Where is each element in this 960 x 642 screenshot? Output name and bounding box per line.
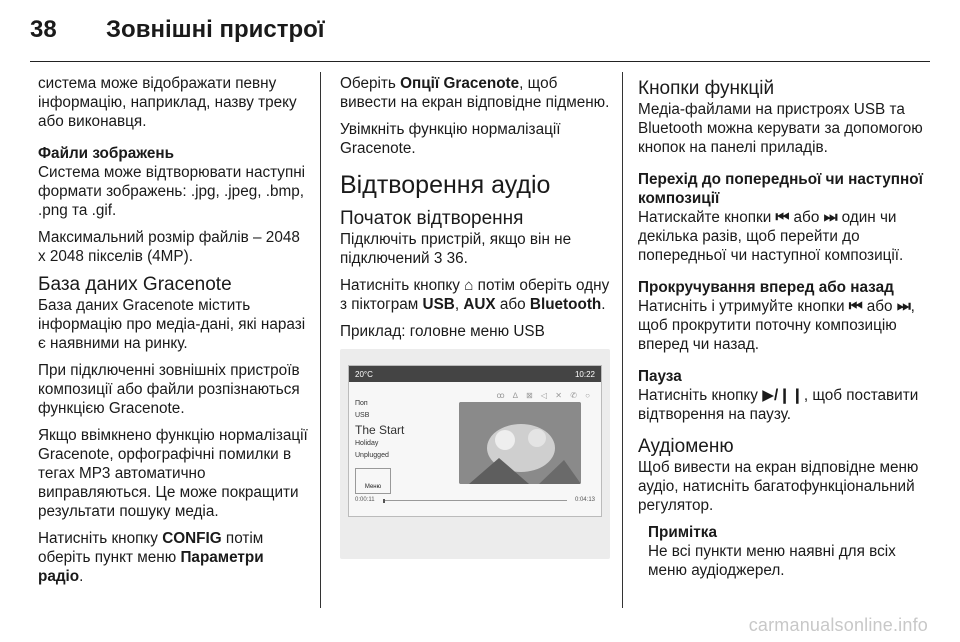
- progress-indicator: [383, 499, 385, 503]
- screen-status-bar: [349, 366, 601, 382]
- track-info: [355, 398, 404, 462]
- column-1: [38, 74, 310, 594]
- prev-track-icon: ⏮: [848, 298, 863, 315]
- paragraph: Увімкніть функцію нормалізації Gracenote.: [340, 121, 561, 157]
- text: або: [495, 296, 530, 313]
- home-icon: ⌂: [464, 277, 474, 294]
- text: один чи декілька разів, щоб перейти до попередньої чи наступної композиції.: [638, 209, 904, 264]
- column-2: [340, 74, 612, 559]
- next-track-icon: ⏭: [896, 298, 911, 315]
- paragraph: База даних Gracenote містить інформацію про медіа-дані, які наразі є наявними на ринку.: [38, 297, 306, 352]
- section-heading-images: Файли зображень: [38, 145, 174, 162]
- text: , щоб поставити відтворення на паузу.: [638, 387, 919, 423]
- total-time: 0:04:13: [574, 497, 595, 503]
- album-label: Holiday: [355, 440, 379, 447]
- paragraph: [638, 208, 923, 265]
- text: Натисніть і утримуйте кнопки: [638, 298, 849, 315]
- page-reference: 3 36.: [433, 250, 468, 267]
- text: потім оберіть пункт меню: [38, 530, 264, 566]
- text: Оберіть: [340, 75, 401, 92]
- section-heading-gracenote: База даних Gracenote: [38, 274, 232, 295]
- text: Натисніть кнопку: [638, 387, 763, 404]
- album-art-graphic: [459, 402, 581, 484]
- section-heading-audio-menu: Аудіоменю: [638, 436, 734, 457]
- paragraph: Максимальний розмір файлів – 2048 x 2048 пікселів (4MP).: [38, 229, 300, 265]
- chapter-heading-audio: Відтворення аудіо: [340, 171, 551, 199]
- text: , щоб вивести на екран відповідне підменю.: [340, 75, 610, 111]
- progress-bar: [383, 500, 567, 501]
- usb-label: USB: [422, 296, 455, 313]
- paragraph: При підключенні зовнішніх пристроїв композиції або файли розпізнаються функцією Gracenote.: [38, 362, 300, 417]
- play-pause-icon: ▶/❙❙: [762, 387, 804, 404]
- watermark: carmanualsonline.info: [748, 615, 928, 635]
- genre-label: Поп: [355, 400, 368, 407]
- text: або: [789, 209, 824, 226]
- page-title: Зовнішні пристрої: [106, 16, 325, 43]
- text: Натискайте кнопки: [638, 209, 776, 226]
- page-header: [30, 16, 325, 46]
- text: .: [601, 296, 606, 313]
- paragraph: система може відображати певну інформацію, наприклад, назву треку або виконавця.: [38, 75, 297, 130]
- page-number: 38: [30, 16, 57, 43]
- gracenote-options-label: Опції Gracenote: [400, 75, 520, 92]
- text: потім оберіть одну з піктограм: [340, 277, 610, 313]
- subheading-pause: Пауза: [638, 368, 682, 385]
- subheading-scroll: Прокручування вперед або назад: [638, 279, 894, 296]
- paragraph: [340, 74, 612, 112]
- paragraph: Щоб вивести на екран відповідне меню аудіо, натисніть багатофункціональний регулятор.: [638, 459, 919, 514]
- paragraph: [638, 386, 923, 424]
- note-text: Не всі пункти меню наявні для всіх меню аудіоджерел.: [648, 543, 896, 579]
- column-3: [638, 74, 923, 580]
- status-icons: ꝏ ∆ ⊠ ◁ ✕ ✆ ○: [496, 391, 593, 400]
- paragraph: Якщо ввімкнено функцію нормалізації Gracenote, орфографічні помилки в тегах MP3 автоматично виправляються. Це може покращити результати пошуку медіа.: [38, 427, 308, 520]
- screen-display: [348, 365, 602, 517]
- artist-label: Unplugged: [355, 452, 389, 459]
- temperature-readout: 20°C: [355, 369, 373, 379]
- paragraph: Приклад: головне меню USB: [340, 323, 545, 340]
- text: Натисніть кнопку: [38, 530, 163, 547]
- paragraph: [340, 276, 612, 314]
- paragraph: [340, 230, 612, 268]
- elapsed-time: 0:00:11: [355, 497, 375, 503]
- section-heading-function-buttons: Кнопки функцій: [638, 78, 775, 99]
- text: ,: [454, 296, 464, 313]
- paragraph: [38, 529, 310, 586]
- prev-track-icon: ⏮: [775, 209, 790, 226]
- header-rule: [30, 61, 930, 62]
- note-title: Примітка: [648, 524, 717, 541]
- bluetooth-label: Bluetooth: [529, 296, 602, 313]
- radio-settings-label: Параметри радіо: [38, 549, 264, 585]
- column-divider-1: [320, 72, 321, 608]
- source-label: USB: [355, 412, 370, 419]
- paragraph: [638, 297, 923, 354]
- text: Підключіть пристрій, якщо він не підключений: [340, 231, 572, 267]
- aux-label: AUX: [463, 296, 496, 313]
- usb-menu-screenshot: [340, 349, 610, 559]
- section-heading-start: Початок відтворення: [340, 208, 524, 229]
- subheading-skip: Перехід до попередньої чи наступної композиції: [638, 171, 923, 207]
- menu-button: Меню: [355, 468, 391, 494]
- album-art-image: [459, 402, 581, 484]
- config-button-label: CONFIG: [162, 530, 222, 547]
- paragraph: Система може відтворювати наступні формати зображень: .jpg, .jpeg, .bmp, .png та .gif.: [38, 164, 306, 219]
- paragraph: Медіа-файлами на пристроях USB та Bluetooth можна керувати за допомогою кнопок на панелі приладів.: [638, 101, 923, 156]
- text: .: [79, 568, 84, 585]
- text: або: [862, 298, 897, 315]
- text: , щоб прокрутити поточну композицію вперед чи назад.: [638, 298, 915, 353]
- note-box: [648, 523, 923, 580]
- column-divider-2: [622, 72, 623, 608]
- track-title: The Start: [355, 423, 405, 437]
- next-track-icon: ⏭: [823, 209, 838, 226]
- progress-row: [355, 491, 595, 510]
- text: Натисніть кнопку: [340, 277, 465, 294]
- clock-readout: 10:22: [574, 369, 595, 379]
